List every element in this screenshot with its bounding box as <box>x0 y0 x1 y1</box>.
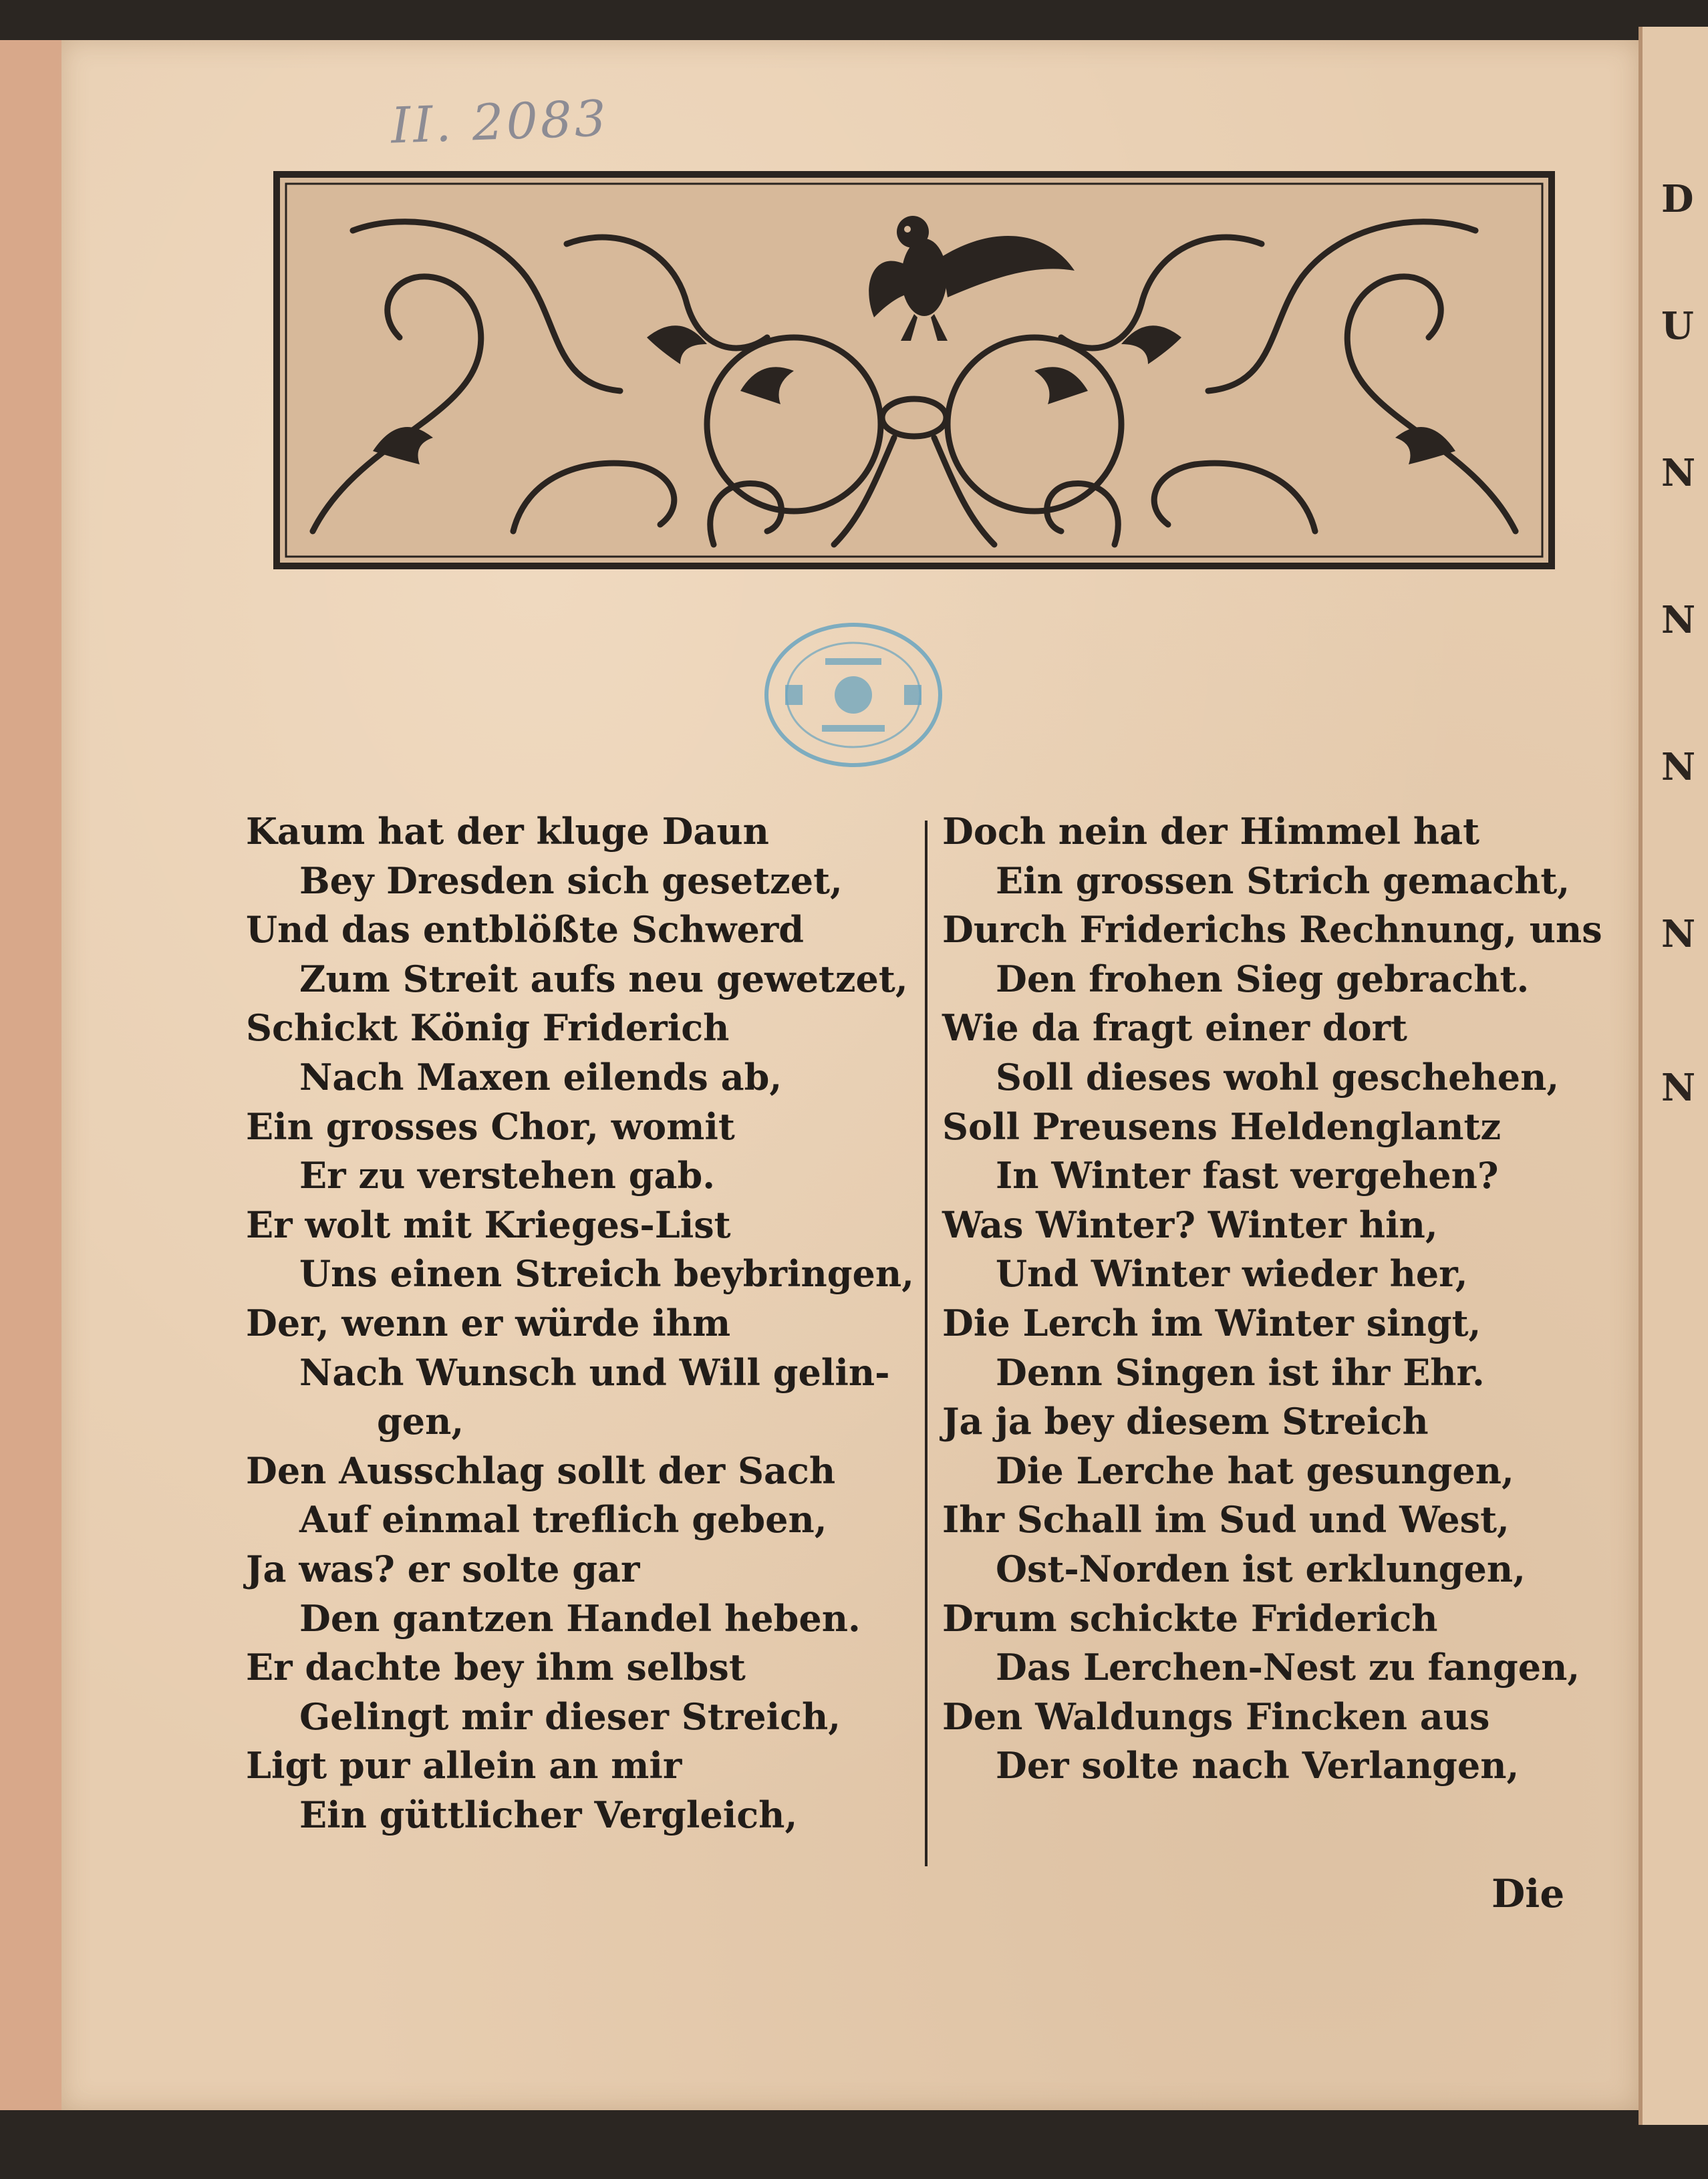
poem-line: Uns einen Streich beybringen, <box>299 1252 914 1296</box>
poem-line: gen, <box>377 1400 464 1443</box>
facing-page-edge <box>1639 27 1708 2125</box>
facing-page-letter: D <box>1661 177 1694 221</box>
woodcut-ornament-headpiece <box>273 170 1556 570</box>
poem-line: Soll dieses wohl geschehen, <box>996 1055 1560 1099</box>
poem-line: Auf einmal treflich geben, <box>299 1498 827 1542</box>
poem-line: Gelingt mir dieser Streich, <box>299 1695 841 1738</box>
poem-line: Ein grossen Strich gemacht, <box>996 859 1570 902</box>
catchword: Die <box>1491 1871 1565 1916</box>
poem-line: Die Lerche hat gesungen, <box>996 1449 1514 1492</box>
left-page-edge <box>0 40 63 2110</box>
poem-line: Ja ja bey diesem Streich <box>942 1400 1429 1443</box>
library-stamp <box>758 618 949 772</box>
poem-line: Ja was? er solte gar <box>246 1547 640 1590</box>
poem-line: Drum schickte Friderich <box>942 1596 1438 1640</box>
poem-line: Ein grosses Chor, womit <box>246 1105 735 1148</box>
poem-line: Er dachte bey ihm selbst <box>246 1646 746 1689</box>
poem-line: Den frohen Sieg gebracht. <box>996 957 1530 1000</box>
poem-line: Ihr Schall im Sud und West, <box>942 1498 1510 1542</box>
facing-page-letter: N <box>1661 745 1696 789</box>
poem-line: Der, wenn er würde ihm <box>246 1301 731 1344</box>
poem-line: Das Lerchen-Nest zu fangen, <box>996 1646 1580 1689</box>
facing-page-letter: N <box>1661 451 1696 495</box>
poem-line: Die Lerch im Winter singt, <box>942 1301 1481 1344</box>
poem-line: Und Winter wieder her, <box>996 1252 1468 1296</box>
facing-page-letter: U <box>1661 304 1694 348</box>
pencil-shelfmark: II. 2083 <box>390 90 610 155</box>
poem-line: Ost-Norden ist erklungen, <box>996 1547 1526 1590</box>
facing-page-letter: N <box>1661 1066 1696 1110</box>
poem-line: Kaum hat der kluge Daun <box>246 810 769 853</box>
poem-line: Ein güttlicher Vergleich, <box>299 1793 798 1836</box>
poem-line: Bey Dresden sich gesetzet, <box>299 859 843 902</box>
poem-right-column <box>942 807 1610 1791</box>
poem-line: Schickt König Friderich <box>246 1006 730 1050</box>
column-divider-rule <box>923 821 929 1866</box>
poem-line: Den Ausschlag sollt der Sach <box>246 1449 836 1492</box>
poem-line: Nach Wunsch und Will gelin- <box>299 1350 890 1394</box>
facing-page-letter: N <box>1661 598 1696 642</box>
poem-line: Zum Streit aufs neu gewetzet, <box>299 957 908 1000</box>
poem-line: Und das entblößte Schwerd <box>246 908 805 952</box>
poem-line: Durch Friderichs Rechnung, uns <box>942 908 1602 952</box>
poem-line: Nach Maxen eilends ab, <box>299 1055 782 1099</box>
poem-line: Er zu verstehen gab. <box>299 1154 716 1197</box>
poem-left-column <box>246 807 921 1840</box>
poem-line: Den Waldungs Fincken aus <box>942 1695 1490 1738</box>
poem-line: Was Winter? Winter hin, <box>942 1203 1438 1246</box>
poem-line: Wie da fragt einer dort <box>942 1006 1407 1050</box>
poem-line: Ligt pur allein an mir <box>246 1744 682 1787</box>
poem-line: Er wolt mit Krieges-List <box>246 1203 731 1246</box>
poem-line: Doch nein der Himmel hat <box>942 810 1480 853</box>
poem-line: In Winter fast vergehen? <box>996 1154 1499 1197</box>
poem-line: Denn Singen ist ihr Ehr. <box>996 1350 1485 1394</box>
poem-line: Den gantzen Handel heben. <box>299 1596 861 1640</box>
poem-line: Der solte nach Verlangen, <box>996 1744 1520 1787</box>
poem-line: Soll Preusens Heldenglantz <box>942 1105 1502 1148</box>
facing-page-letter: N <box>1661 912 1696 956</box>
